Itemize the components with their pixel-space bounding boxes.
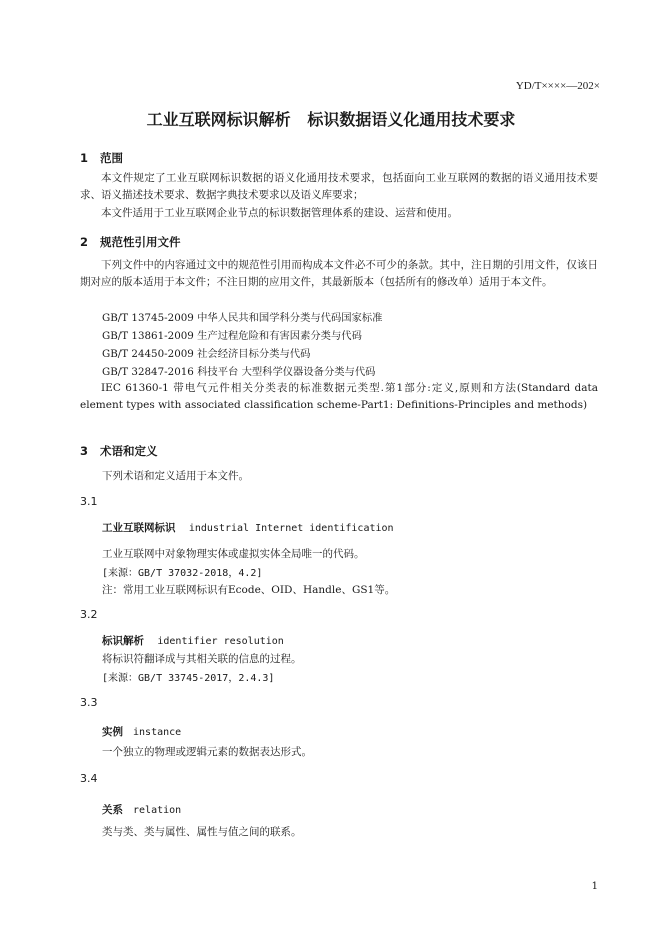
term-note: 注：常用工业互联网标识有Ecode、OID、Handle、GS1等。 xyxy=(102,584,396,596)
page-number: 1 xyxy=(591,881,598,892)
reference-item: GB/T 24450-2009 社会经济目标分类与代码 xyxy=(102,348,311,360)
term-heading xyxy=(102,724,181,739)
term-english: relation xyxy=(133,805,182,816)
term-heading xyxy=(102,520,394,535)
term-definition: 工业互联网中对象物理实体或虚拟实体全局唯一的代码。 xyxy=(102,548,365,560)
term-chinese: 关系 xyxy=(102,804,123,816)
reference-item: GB/T 13861-2009 生产过程危险和有害因素分类与代码 xyxy=(102,330,362,342)
reference-item-iec: IEC 61360-1 带电气元件相关分类表的标准数据元类型.第1部分:定义,原则和方法(Standard data element types with associated classification scheme-Part1: Definitions-Principles and methods) xyxy=(80,382,598,411)
section-1-paragraph-2: 本文件适用于工业互联网企业节点的标识数据管理体系的建设、运营和使用。 xyxy=(101,207,458,219)
term-english: industrial Internet identification xyxy=(188,523,394,534)
document-code: YD/T××××—202× xyxy=(515,80,600,92)
section-1-heading: 1 范围 xyxy=(80,151,124,165)
section-3-intro: 下列术语和定义适用于本文件。 xyxy=(102,470,249,482)
term-definition: 将标识符翻译成与其相关联的信息的过程。 xyxy=(102,653,302,665)
term-heading xyxy=(102,633,284,648)
term-source: [来源：GB/T 33745-2017，2.4.3] xyxy=(102,673,275,684)
term-english: identifier resolution xyxy=(157,636,284,647)
term-source: [来源：GB/T 37032-2018，4.2] xyxy=(102,568,263,579)
term-chinese: 实例 xyxy=(102,726,123,738)
section-2-intro: 下列文件中的内容通过文中的规范性引用而构成本文件必不可少的条款。其中，注日期的引用文件，仅该日期对应的版本适用于本文件；不注日期的应用文件，其最新版本（包括所有的修改单）适用于本文件。 xyxy=(80,259,598,288)
term-definition: 一个独立的物理或逻辑元素的数据表达形式。 xyxy=(102,746,312,758)
term-chinese: 工业互联网标识 xyxy=(102,522,176,534)
reference-item: GB/T 13745-2009 中华人民共和国学科分类与代码国家标准 xyxy=(102,312,383,324)
term-definition: 类与类、类与属性、属性与值之间的联系。 xyxy=(102,826,302,838)
term-chinese: 标识解析 xyxy=(102,635,144,647)
term-heading xyxy=(102,802,181,817)
term-number: 3.1 xyxy=(80,495,98,508)
term-number: 3.2 xyxy=(80,608,98,621)
section-3-heading: 3 术语和定义 xyxy=(80,444,158,458)
term-number: 3.3 xyxy=(80,696,98,709)
section-1-paragraph-1: 本文件规定了工业互联网标识数据的语义化通用技术要求，包括面向工业互联网的数据的语义通用技术要求、语义描述技术要求、数据字典技术要求以及语义库要求； xyxy=(80,172,598,201)
term-number: 3.4 xyxy=(80,772,98,785)
reference-item: GB/T 32847-2016 科技平台 大型科学仪器设备分类与代码 xyxy=(102,366,376,378)
section-2-heading: 2 规范性引用文件 xyxy=(80,235,181,249)
term-english: instance xyxy=(133,727,182,738)
document-title: 工业互联网标识解析 标识数据语义化通用技术要求 xyxy=(146,110,516,129)
